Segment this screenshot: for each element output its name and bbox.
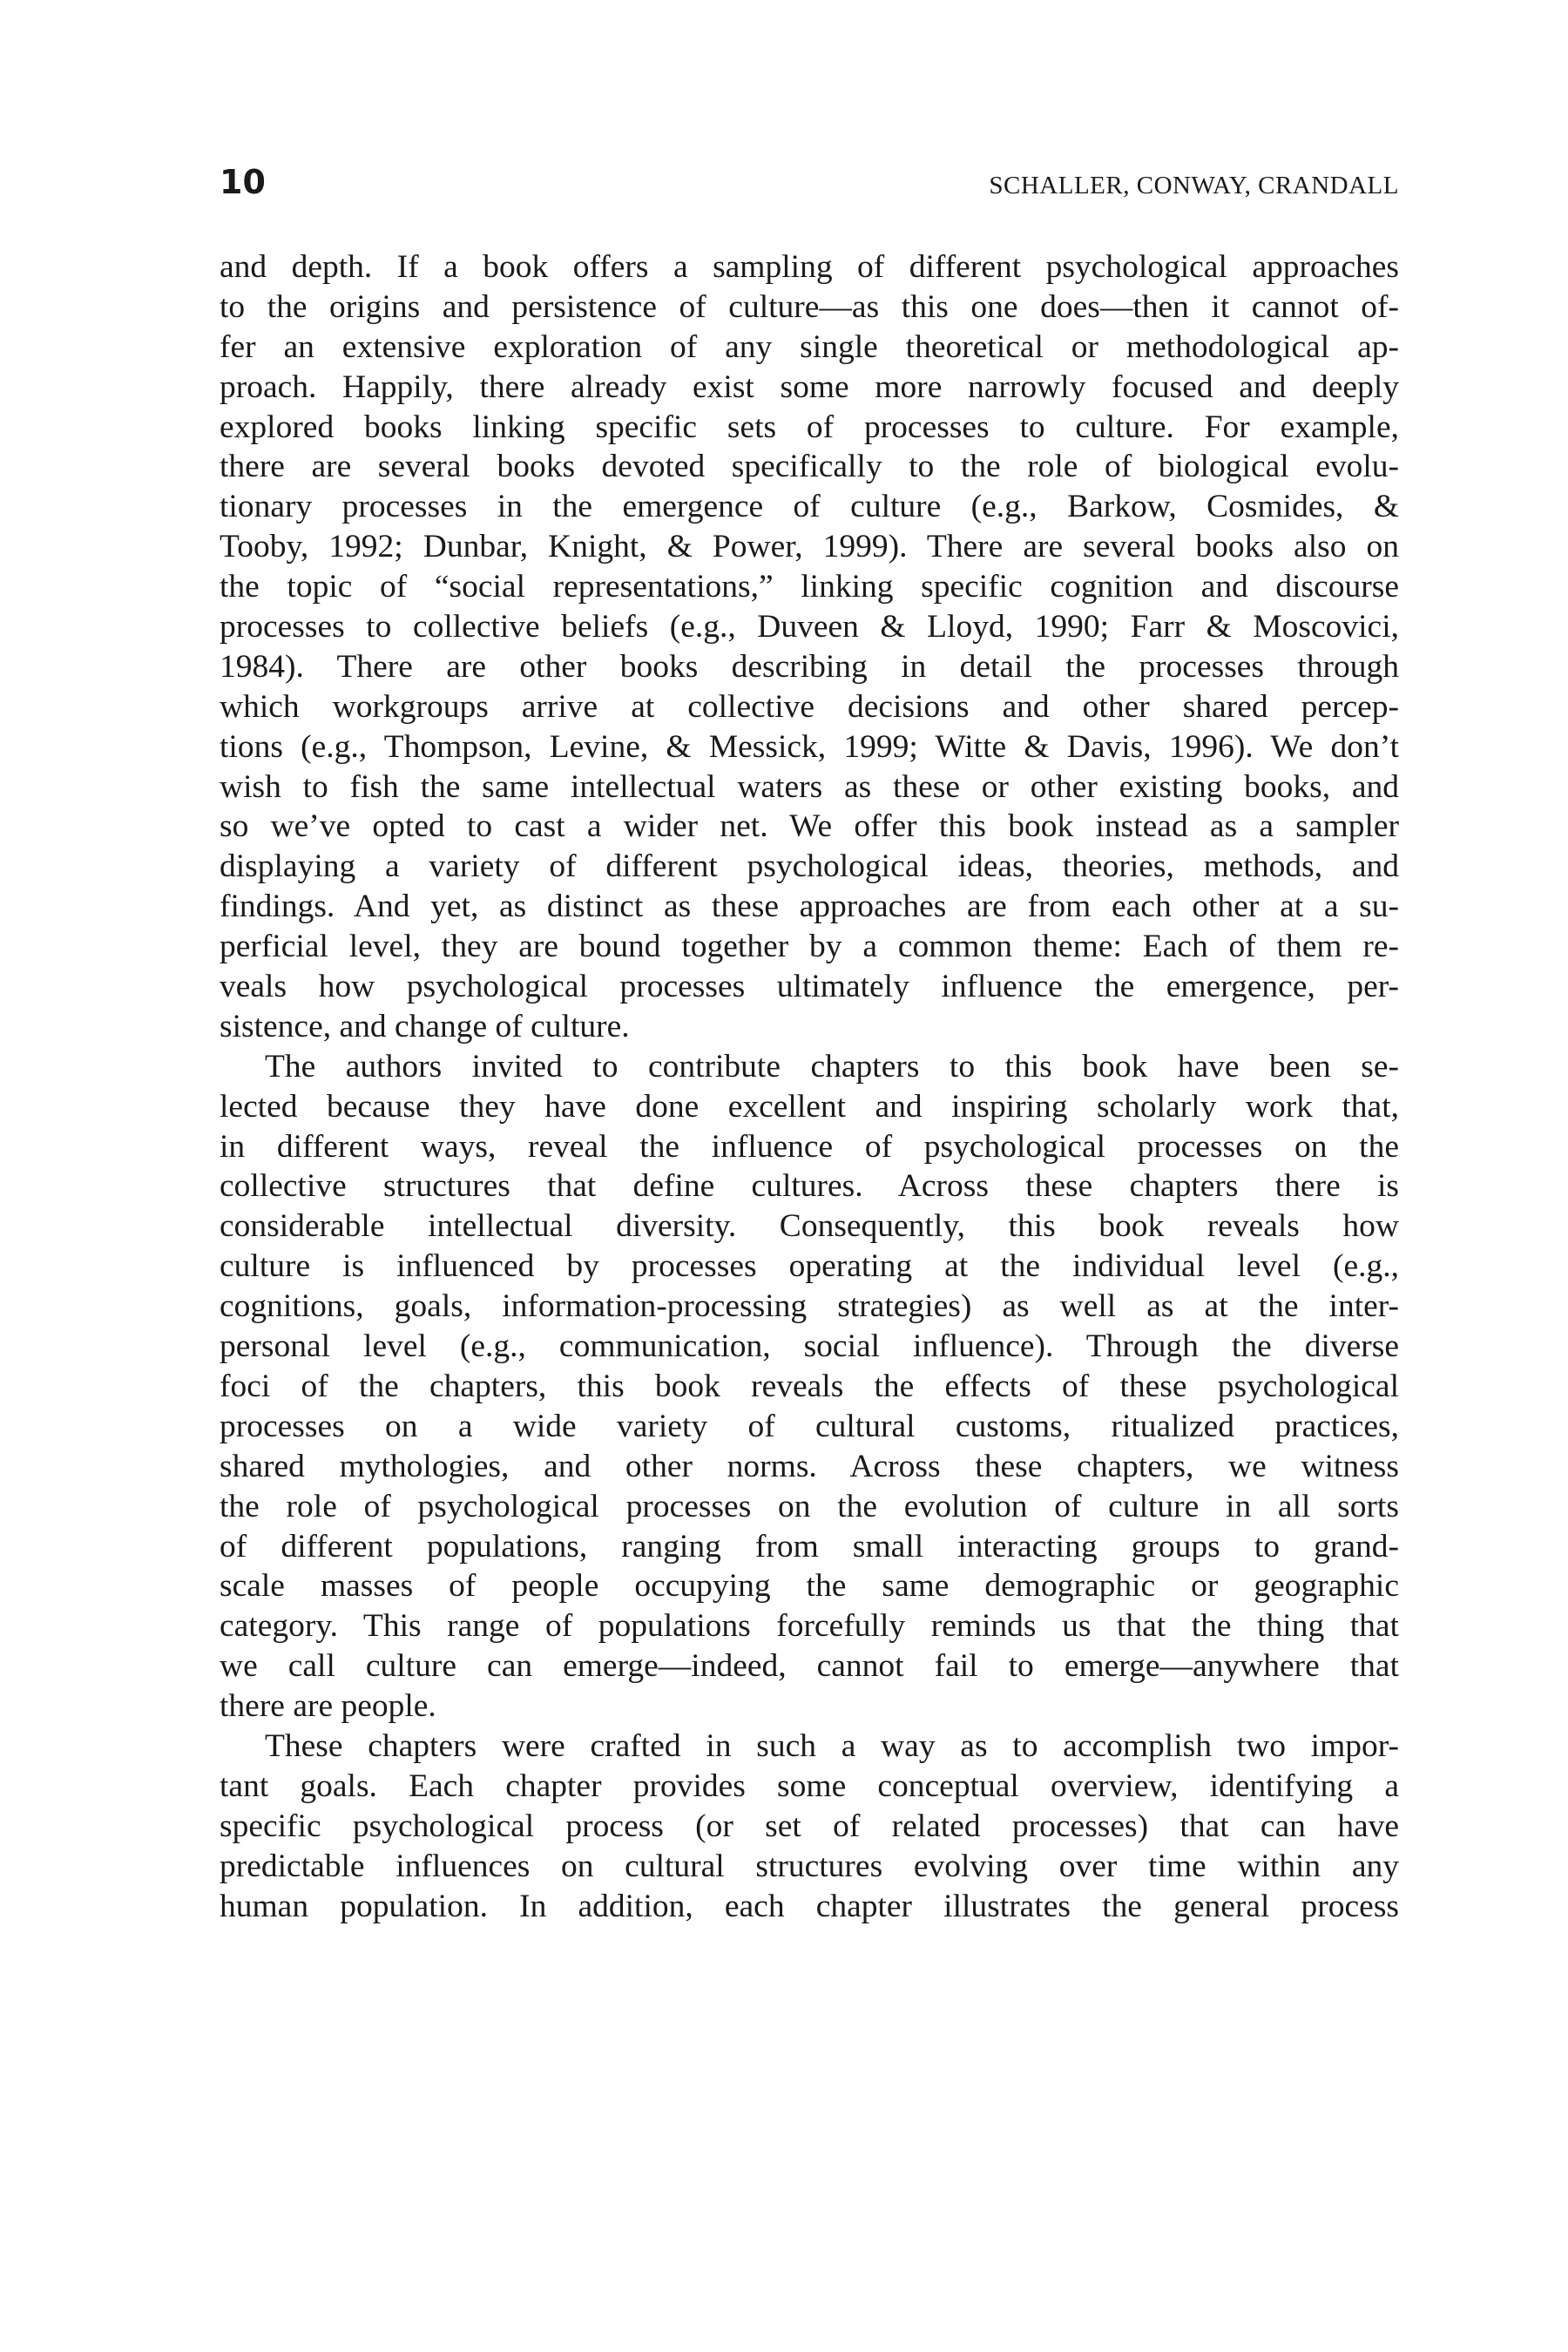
text-line: tionary processes in the emergence of culture (e.g., Barkow, Cosmides, & xyxy=(220,489,1399,525)
text-line: the role of psychological processes on the evolution of culture in all sorts xyxy=(220,1488,1399,1524)
text-line: processes to collective beliefs (e.g., Duveen & Lloyd, 1990; Farr & Moscovici, xyxy=(220,609,1399,645)
text-line: there are several books devoted specifically to the role of biological evolu- xyxy=(220,449,1399,485)
text-line: The authors invited to contribute chapters to this book have been se- xyxy=(265,1048,1399,1085)
text-line: proach. Happily, there already exist some more narrowly focused and deeply xyxy=(220,368,1399,405)
text-line: Tooby, 1992; Dunbar, Knight, & Power, 1999). There are several books also on xyxy=(220,529,1399,565)
text-line: foci of the chapters, this book reveals the effects of these psychological xyxy=(220,1368,1399,1404)
text-line: tions (e.g., Thompson, Levine, & Messick, 1999; Witte & Davis, 1996). We don’t xyxy=(220,728,1399,765)
text-line: fer an extensive exploration of any single theoretical or methodological ap- xyxy=(220,328,1399,365)
text-line: category. This range of populations forcefully reminds us that the thing that xyxy=(220,1608,1399,1645)
text-line: scale masses of people occupying the same demographic or geographic xyxy=(220,1568,1399,1605)
text-line: cognitions, goals, information-processing strategies) as well as at the inter- xyxy=(220,1288,1399,1325)
body-text xyxy=(220,247,1399,1926)
text-line: there are people. xyxy=(220,1688,436,1725)
page-number: 10 xyxy=(220,163,266,201)
text-line: veals how psychological processes ultimately influence the emergence, per- xyxy=(220,969,1399,1005)
text-line: wish to fish the same intellectual waters as these or other existing books, and xyxy=(220,768,1399,805)
text-line: the topic of “social representations,” linking specific cognition and discourse xyxy=(220,569,1399,605)
text-line: and depth. If a book offers a sampling of different psychological approaches xyxy=(220,249,1399,285)
text-line: perficial level, they are bound together by a common theme: Each of them re- xyxy=(220,929,1399,965)
text-line: These chapters were crafted in such a way as to accomplish two impor- xyxy=(265,1727,1399,1764)
text-line: shared mythologies, and other norms. Across these chapters, we witness xyxy=(220,1448,1399,1484)
text-line: specific psychological process (or set of related processes) that can have xyxy=(220,1808,1399,1844)
text-line: considerable intellectual diversity. Consequently, this book reveals how xyxy=(220,1208,1399,1245)
text-line: sistence, and change of culture. xyxy=(220,1008,630,1044)
text-line: explored books linking specific sets of processes to culture. For example, xyxy=(220,409,1399,445)
running-head-authors: SCHALLER, CONWAY, CRANDALL xyxy=(989,172,1399,199)
text-line: we call culture can emerge—indeed, cannot fail to emerge—anywhere that xyxy=(220,1648,1399,1685)
running-header xyxy=(220,162,1399,202)
paragraph xyxy=(220,1727,1399,1926)
text-line: displaying a variety of different psychological ideas, theories, methods, and xyxy=(220,848,1399,885)
text-line: in different ways, reveal the influence of psychological processes on the xyxy=(220,1128,1399,1165)
text-line: findings. And yet, as distinct as these approaches are from each other at a su- xyxy=(220,889,1399,925)
paragraph xyxy=(220,1047,1399,1727)
text-line: collective structures that define cultures. Across these chapters there is xyxy=(220,1168,1399,1205)
text-line: processes on a wide variety of cultural customs, ritualized practices, xyxy=(220,1408,1399,1444)
text-line: tant goals. Each chapter provides some conceptual overview, identifying a xyxy=(220,1767,1399,1804)
text-line: predictable influences on cultural structures evolving over time within any xyxy=(220,1848,1399,1884)
text-line: to the origins and persistence of culture—as this one does—then it cannot of- xyxy=(220,288,1399,325)
text-line: personal level (e.g., communication, social influence). Through the diverse xyxy=(220,1328,1399,1365)
text-line: which workgroups arrive at collective decisions and other shared percep- xyxy=(220,688,1399,725)
text-line: so we’ve opted to cast a wider net. We offer this book instead as a sampler xyxy=(220,808,1399,845)
text-line: of different populations, ranging from small interacting groups to grand- xyxy=(220,1528,1399,1565)
text-line: 1984). There are other books describing in detail the processes through xyxy=(220,648,1399,685)
paragraph xyxy=(220,247,1399,1047)
text-line: human population. In addition, each chapter illustrates the general process xyxy=(220,1888,1399,1924)
text-line: lected because they have done excellent and inspiring scholarly work that, xyxy=(220,1088,1399,1125)
text-line: culture is influenced by processes operating at the individual level (e.g., xyxy=(220,1248,1399,1285)
